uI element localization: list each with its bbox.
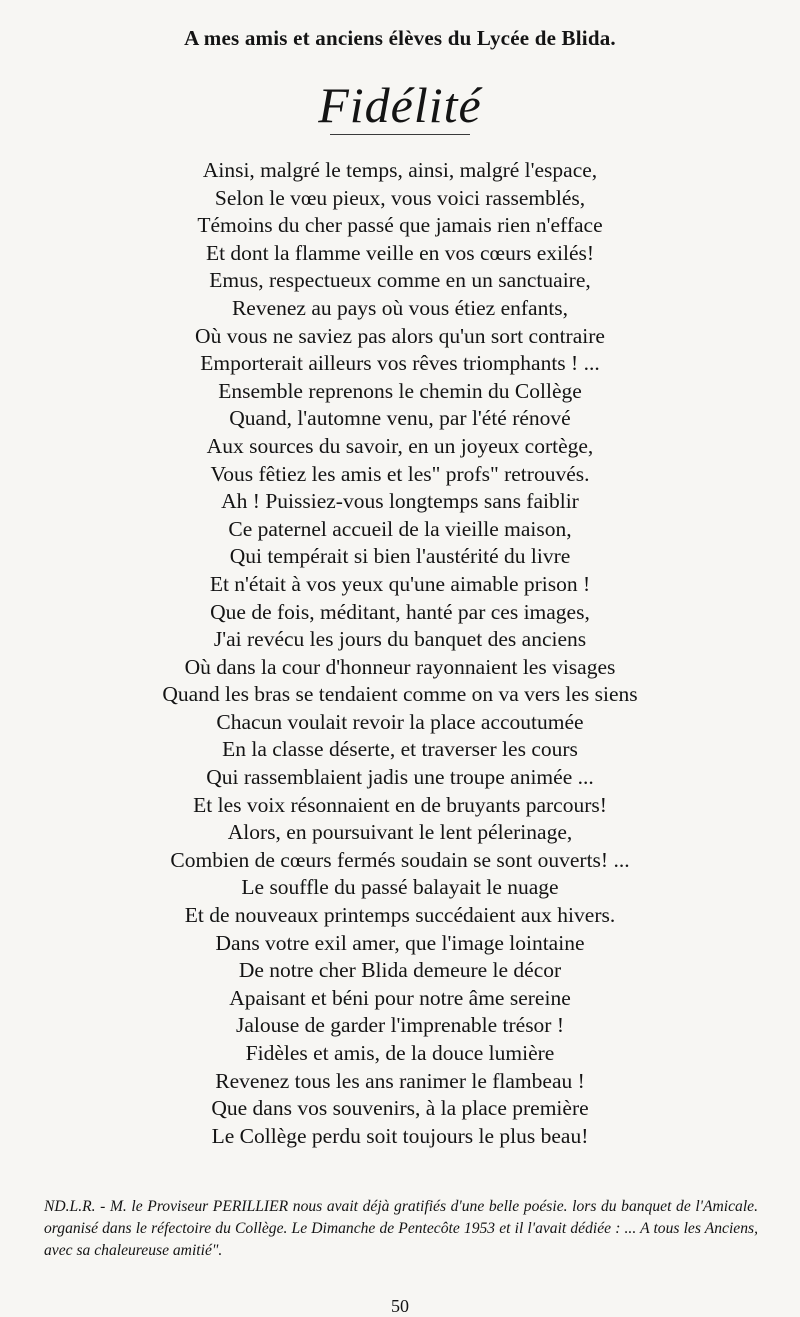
poem-line: De notre cher Blida demeure le décor	[238, 958, 562, 983]
poem-line: Témoins du cher passé que jamais rien n'efface	[197, 213, 603, 238]
poem-line: Combien de cœurs fermés soudain se sont ouverts! ...	[170, 847, 630, 872]
poem-line: Ainsi, malgré le temps, ainsi, malgré l'espace,	[202, 158, 598, 182]
title-underline	[330, 134, 470, 135]
poem-line: J'ai revécu les jours du banquet des anciens	[213, 627, 587, 652]
poem-title: Fidélité	[318, 77, 482, 133]
poem-line: Et n'était à vos yeux qu'une aimable prison !	[209, 571, 591, 596]
page-number: 50	[391, 1296, 409, 1316]
poem-line: Jalouse de garder l'imprenable trésor !	[235, 1013, 565, 1038]
poem	[0, 157, 800, 1150]
poem-line: Et de nouveaux printemps succédaient aux hivers.	[184, 903, 616, 928]
poem-line: Quand les bras se tendaient comme on va vers les siens	[162, 682, 638, 707]
poem-line: Qui tempérait si bien l'austérité du livre	[229, 544, 571, 569]
poem-line: Revenez tous les ans ranimer le flambeau !	[215, 1068, 585, 1093]
poem-line: Où vous ne saviez pas alors qu'un sort contraire	[195, 323, 605, 348]
poem-line: Que dans vos souvenirs, à la place première	[211, 1096, 589, 1121]
dedication: A mes amis et anciens élèves du Lycée de Blida.	[184, 26, 616, 50]
poem-line: Chacun voulait revoir la place accoutumée	[216, 709, 584, 734]
poem-line: Quand, l'automne venu, par l'été rénové	[229, 406, 571, 431]
poem-line: Selon le vœu pieux, vous voici rassemblés,	[214, 185, 586, 210]
poem-line: Ensemble reprenons le chemin du Collège	[218, 378, 582, 403]
poem-line: Revenez au pays où vous étiez enfants,	[231, 295, 569, 320]
poem-line: Emus, respectueux comme en un sanctuaire,	[209, 268, 591, 293]
poem-line: Que de fois, méditant, hanté par ces images,	[210, 599, 590, 624]
poem-line: Ah ! Puissiez-vous longtemps sans faiblir	[221, 489, 579, 514]
poem-line: Aux sources du savoir, en un joyeux cortège,	[206, 433, 594, 458]
poem-line: Apaisant et béni pour notre âme sereine	[229, 985, 571, 1010]
poem-line: Vous fêtiez les amis et les" profs" retrouvés.	[210, 461, 590, 486]
poem-line: Où dans la cour d'honneur rayonnaient les visages	[184, 654, 616, 679]
poem-line: Qui rassemblaient jadis une troupe animée ...	[206, 765, 594, 790]
editor-footnote: ND.L.R. - M. le Proviseur PERILLIER nous avait déjà gratifiés d'une belle poésie. lors du banquet de l'Amicale. organisé dans le réfectoire du Collège. Le Dimanche de Pentecôte 1953 et il l'avait dédiée : ... A tous les Anciens, avec sa chaleureuse amitié".	[44, 1198, 758, 1259]
poem-line: Le souffle du passé balayait le nuage	[241, 875, 559, 900]
poem-line: Alors, en poursuivant le lent pélerinage,	[227, 820, 573, 845]
poem-line: Dans votre exil amer, que l'image lointaine	[215, 930, 585, 955]
poem-line: Ce paternel accueil de la vieille maison,	[228, 516, 572, 541]
poem-line: Le Collège perdu soit toujours le plus beau!	[211, 1123, 589, 1148]
poem-line: Emporterait ailleurs vos rêves triomphants ! ...	[200, 351, 600, 376]
poem-line: Fidèles et amis, de la douce lumière	[245, 1041, 555, 1065]
poem-line: Et les voix résonnaient en de bruyants parcours!	[193, 792, 607, 817]
poem-line: Et dont la flamme veille en vos cœurs exilés!	[205, 240, 595, 265]
poem-line: En la classe déserte, et traverser les cours	[222, 737, 578, 762]
